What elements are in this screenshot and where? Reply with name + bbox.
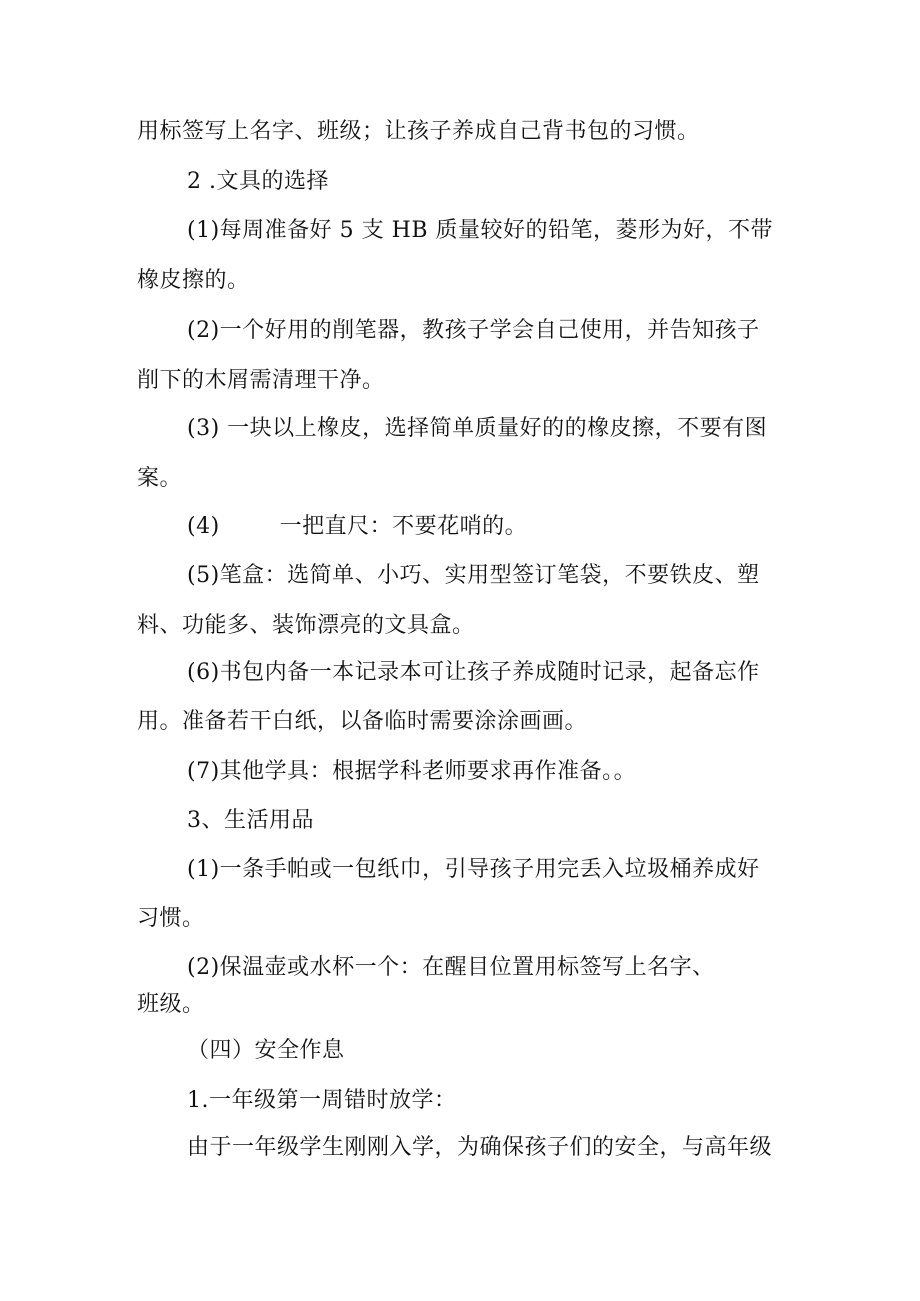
list-item-line: 削下的木屑需清理干净。 — [137, 368, 385, 393]
list-item-line: (1)一条手帕或一包纸巾，引导孩子用完丢入垃圾桶养成好 — [187, 857, 760, 882]
list-item-line: (2)保温壶或水杯一个：在醒目位置用标签写上名字、 — [187, 955, 715, 980]
list-item-line: (4) 一把直尺：不要花哨的。 — [187, 514, 528, 539]
list-item-line: (5)笔盒：选简单、小巧、实用型签订笔袋，不要铁皮、塑 — [187, 563, 760, 588]
subsection-heading: 1.一年级第一周错时放学： — [187, 1088, 457, 1113]
list-item-line: 用。准备若干白纸，以备临时需要涂涂画画。 — [137, 709, 588, 734]
section-heading-stationery: 2 .文具的选择 — [187, 169, 329, 194]
list-item-line: 橡皮擦的。 — [137, 268, 250, 293]
section-heading-safety: （四）安全作息 — [187, 1038, 345, 1063]
list-item-line: 料、功能多、装饰漂亮的文具盒。 — [137, 613, 475, 638]
list-item-line: (1)每周准备好 5 支 HB 质量较好的铅笔，菱形为好，不带 — [187, 218, 773, 243]
list-item-line: 班级。 — [137, 992, 205, 1017]
list-item-line: (3) 一块以上橡皮，选择简单质量好的的橡皮擦，不要有图 — [187, 416, 768, 441]
list-item-line: (6)书包内备一本记录本可让孩子养成随时记录，起备忘作 — [187, 660, 760, 685]
list-item-line: (2)一个好用的削笔器，教孩子学会自己使用，并告知孩子 — [187, 318, 760, 343]
list-item-line: 案。 — [137, 466, 183, 491]
section-heading-daily-items: 3、生活用品 — [187, 808, 314, 833]
list-item-line: 习惯。 — [137, 906, 205, 931]
list-item-line: (7)其他学具：根据学科老师要求再作准备。。 — [187, 759, 637, 784]
paragraph-line: 用标签写上名字、班级；让孩子养成自己背书包的习惯。 — [137, 119, 700, 144]
paragraph-line: 由于一年级学生刚刚入学，为确保孩子们的安全，与高年级 — [187, 1135, 773, 1160]
